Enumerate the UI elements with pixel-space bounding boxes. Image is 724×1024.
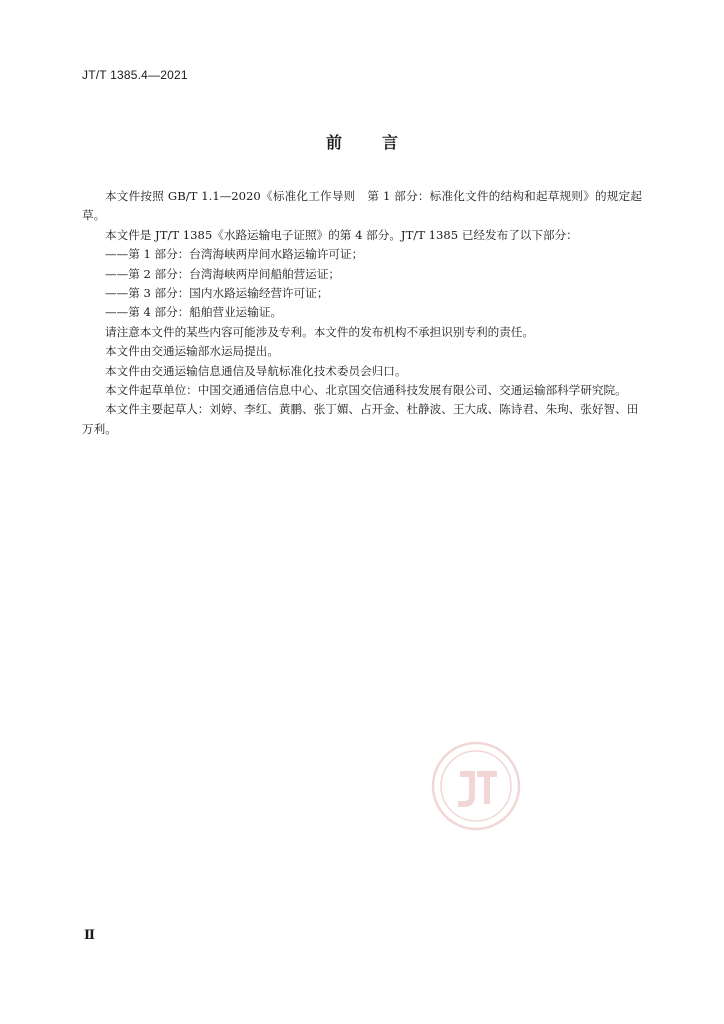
list-item-part-2: ——第 2 部分：台湾海峡两岸间船舶营运证；	[105, 266, 341, 281]
paragraph-drafting-organizations: 本文件起草单位：中国交通通信信息中心、北京国交信通科技发展有限公司、交通运输部科学研究院。	[105, 383, 627, 398]
paragraph-proposed-by: 本文件由交通运输部水运局提出。	[105, 344, 279, 359]
paragraph-drafters: 本文件主要起草人：刘婷、李红、黄鹏、张丁媚、占开金、杜静波、王大成、陈诗君、朱珣、张好智、田万利。	[82, 402, 639, 436]
paragraph-drafting-rules: 本文件按照 GB/T 1.1—2020《标准化工作导则 第 1 部分：标准化文件的结构和起草规则》的规定起草。	[82, 189, 642, 223]
paragraph-series-parts: 本文件是 JT/T 1385《水路运输电子证照》的第 4 部分。JT/T 1385 已经发布了以下部分：	[105, 227, 578, 242]
paragraph-patent-notice: 请注意本文件的某些内容可能涉及专利。本文件的发布机构不承担识别专利的责任。	[105, 324, 534, 339]
page-title: 前言	[325, 133, 438, 152]
paragraph-technical-committee: 本文件由交通运输信息通信及导航标准化技术委员会归口。	[105, 363, 407, 378]
list-item-part-4: ——第 4 部分：船舶营业运输证。	[105, 305, 283, 320]
document-body	[82, 187, 642, 439]
jt-watermark-logo	[430, 740, 522, 832]
list-item-part-3: ——第 3 部分：国内水路运输经营许可证；	[105, 286, 329, 301]
list-item-part-1: ——第 1 部分：台湾海峡两岸间水路运输许可证；	[105, 247, 364, 262]
standard-code: JT/T 1385.4—2021	[82, 68, 188, 82]
page-number: Ⅱ	[84, 928, 95, 943]
